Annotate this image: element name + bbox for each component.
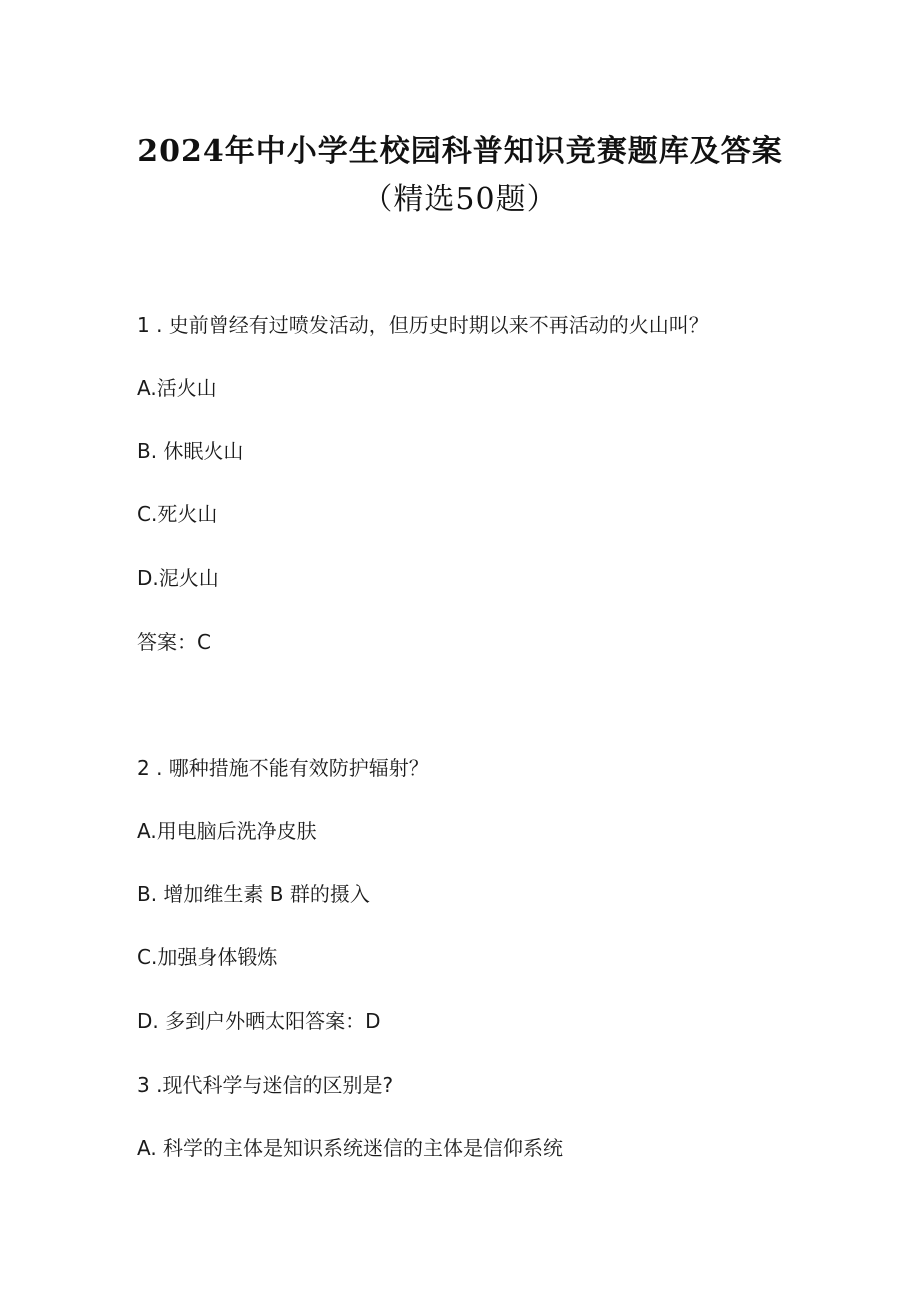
question-2-option-d-with-answer: D. 多到户外晒太阳答案：D xyxy=(137,1009,381,1033)
question-1-option-c: C.死火山 xyxy=(137,502,218,526)
question-1-option-d: D.泥火山 xyxy=(137,566,219,590)
question-3-text: 3 .现代科学与迷信的区别是? xyxy=(137,1073,394,1097)
question-1-answer: 答案：C xyxy=(137,630,211,654)
question-3-option-a: A. 科学的主体是知识系统迷信的主体是信仰系统 xyxy=(137,1136,564,1160)
question-2-option-a: A.用电脑后洗净皮肤 xyxy=(137,819,317,843)
document-subtitle: （精选50题） xyxy=(362,182,558,217)
question-2-text: 2 . 哪种措施不能有效防护辐射？ xyxy=(137,756,429,780)
document-title: 2024年中小学生校园科普知识竞赛题库及答案 xyxy=(137,134,783,169)
question-2-option-c: C.加强身体锻炼 xyxy=(137,945,278,969)
question-2-option-b: B. 增加维生素 B 群的摄入 xyxy=(137,882,370,906)
question-1-option-a: A.活火山 xyxy=(137,376,217,400)
question-1-option-b: B. 休眠火山 xyxy=(137,439,244,463)
question-1-text: 1 . 史前曾经有过喷发活动，但历史时期以来不再活动的火山叫？ xyxy=(137,313,709,337)
